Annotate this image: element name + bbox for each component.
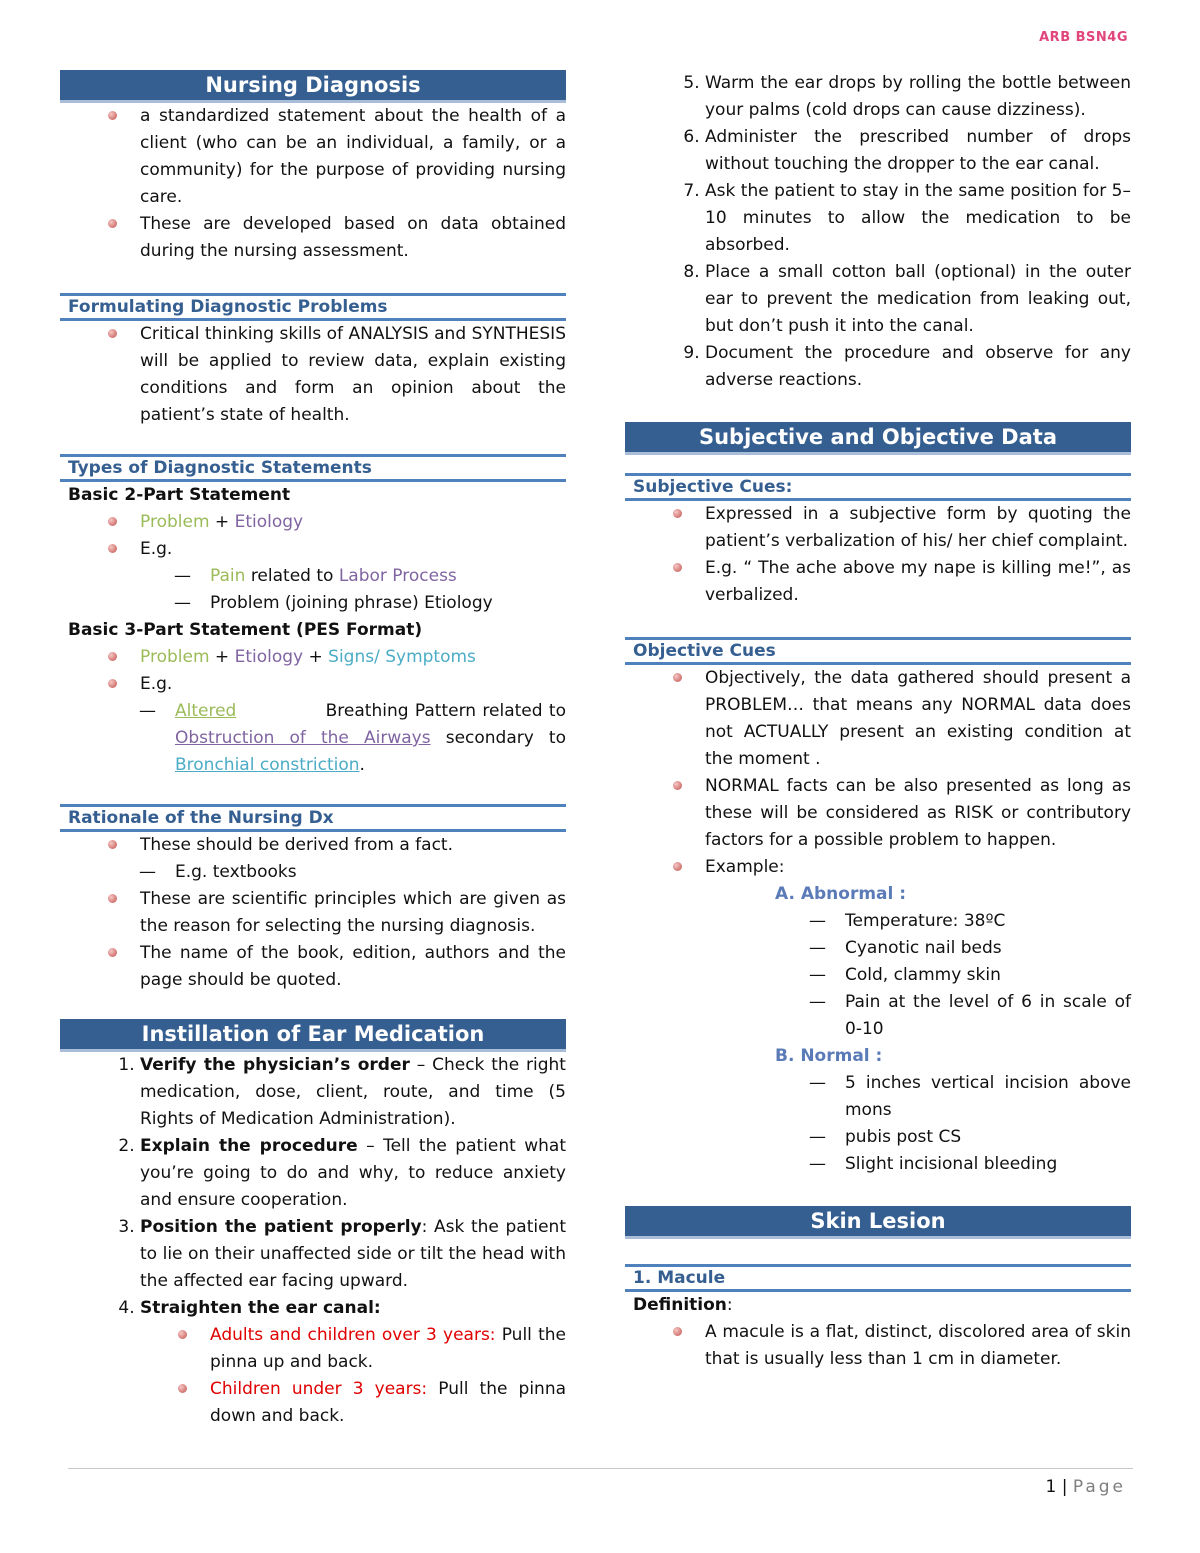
instillation-steps-continued bbox=[625, 70, 1131, 394]
rationale-heading: Rationale of the Nursing Dx bbox=[60, 804, 566, 832]
list-item: a standardized statement about the health of a client (who can be an individual, a family, or a community) for the purpose of providing nursing care. bbox=[140, 103, 566, 211]
list-item: Objectively, the data gathered should present a PROBLEM… that means any NORMAL data does not ACTUALLY present an existing condition at the moment . bbox=[705, 665, 1131, 773]
subjective-heading: Subjective Cues: bbox=[625, 473, 1131, 501]
step-text: Pull the pinna up and back. bbox=[210, 1325, 566, 1372]
list-item: — Slight incisional bleeding bbox=[845, 1151, 1131, 1178]
list-item: 6. Administer the prescribed number of drops without touching the dropper to the ear canal. bbox=[705, 124, 1131, 178]
page-footer bbox=[1045, 1477, 1126, 1497]
list-item: E.g. “ The ache above my nape is killing me!”, as verbalized. bbox=[705, 555, 1131, 609]
rationale-sublist bbox=[60, 859, 566, 886]
plus-sign: + bbox=[308, 647, 323, 667]
list-item: These are scientific principles which are given as the reason for selecting the nursing diagnosis. bbox=[140, 886, 566, 940]
nursing-diagnosis-banner: Nursing Diagnosis bbox=[60, 70, 566, 103]
header-tag: ARB BSN4G bbox=[1039, 30, 1128, 45]
list-item: Example: bbox=[705, 854, 1131, 881]
straighten-list bbox=[60, 1322, 566, 1430]
list-item bbox=[175, 698, 566, 779]
list-item: Critical thinking skills of ANALYSIS and SYNTHESIS will be applied to review data, explain existing conditions and form an opinion about the patient’s state of health. bbox=[140, 321, 566, 429]
problem-term: Problem bbox=[140, 647, 210, 667]
example-mid: Breathing Pattern related to bbox=[325, 701, 566, 721]
list-item bbox=[140, 1214, 566, 1295]
step-text: Pull the pinna down and back. bbox=[210, 1379, 567, 1426]
formulating-heading: Formulating Diagnostic Problems bbox=[60, 293, 566, 321]
example-secondary: secondary to bbox=[445, 728, 566, 748]
objective-heading: Objective Cues bbox=[625, 637, 1131, 665]
list-item: E.g. bbox=[140, 536, 566, 563]
list-item: 5. Warm the ear drops by rolling the bottle between your palms (cold drops can cause dizziness). bbox=[705, 70, 1131, 124]
right-column bbox=[625, 70, 1131, 1373]
step-text: – Tell the patient what you’re going to do and why, to reduce anxiety and ensure cooperation. bbox=[140, 1136, 566, 1210]
list-item bbox=[140, 509, 566, 536]
two-part-list bbox=[60, 509, 566, 563]
formulating-list bbox=[60, 321, 566, 429]
problem-term: Problem bbox=[140, 512, 210, 532]
instillation-banner: Instillation of Ear Medication bbox=[60, 1019, 566, 1052]
two-part-heading: Basic 2-Part Statement bbox=[68, 485, 291, 505]
age-group: Children under 3 years: bbox=[210, 1379, 428, 1399]
list-item: — Temperature: 38ºC bbox=[845, 908, 1131, 935]
step-title: Explain the procedure bbox=[140, 1136, 358, 1156]
instillation-steps bbox=[60, 1052, 566, 1322]
etiology-term: Etiology bbox=[234, 647, 304, 667]
rationale-list-2 bbox=[60, 886, 566, 994]
list-item: — Cold, clammy skin bbox=[845, 962, 1131, 989]
nursing-diagnosis-list bbox=[60, 103, 566, 265]
list-item bbox=[210, 1376, 566, 1430]
list-item: These should be derived from a fact. bbox=[140, 832, 566, 859]
definition-word: Definition bbox=[633, 1295, 727, 1315]
list-item: A macule is a flat, distinct, discolored area of skin that is usually less than 1 cm in diameter. bbox=[705, 1319, 1131, 1373]
normal-label: B. Normal : bbox=[775, 1046, 883, 1066]
step-text: : Ask the patient to lie on their unaffected side or tilt the head with the affected ear facing upward. bbox=[140, 1217, 566, 1291]
macule-heading: 1. Macule bbox=[625, 1264, 1131, 1292]
example-obstruction: Obstruction of the Airways bbox=[175, 728, 431, 748]
list-item: — Cyanotic nail beds bbox=[845, 935, 1131, 962]
list-item: 7. Ask the patient to stay in the same position for 5–10 minutes to allow the medication to be absorbed. bbox=[705, 178, 1131, 259]
page-number: 1 bbox=[1045, 1477, 1057, 1497]
abnormal-label: A. Abnormal : bbox=[775, 884, 907, 904]
subjective-list bbox=[625, 501, 1131, 609]
definition-colon: : bbox=[726, 1295, 733, 1315]
list-item: — Pain at the level of 6 in scale of 0-10 bbox=[845, 989, 1131, 1043]
list-item bbox=[140, 1133, 566, 1214]
types-heading: Types of Diagnostic Statements bbox=[60, 454, 566, 482]
list-item bbox=[140, 644, 566, 671]
example-bronchial: Bronchial constriction bbox=[175, 755, 360, 775]
signs-term: Signs/ Symptoms bbox=[328, 647, 476, 667]
step-title: Verify the physician’s order bbox=[140, 1055, 410, 1075]
list-item bbox=[140, 1052, 566, 1133]
two-part-examples bbox=[60, 563, 566, 617]
etiology-term: Etiology bbox=[234, 512, 304, 532]
list-item: — pubis post CS bbox=[845, 1124, 1131, 1151]
footer-divider bbox=[68, 1468, 1133, 1469]
list-item bbox=[210, 563, 566, 590]
list-item: 9. Document the procedure and observe for any adverse reactions. bbox=[705, 340, 1131, 394]
plus-sign: + bbox=[214, 647, 230, 667]
normal-list bbox=[625, 1070, 1131, 1178]
example-related: related to bbox=[250, 566, 334, 586]
plus-sign: + bbox=[214, 512, 230, 532]
example-altered: Altered bbox=[175, 701, 237, 721]
example-pain: Pain bbox=[210, 566, 246, 586]
macule-list bbox=[625, 1319, 1131, 1373]
definition-label bbox=[625, 1292, 1131, 1319]
list-item bbox=[210, 1322, 566, 1376]
subj-obj-banner: Subjective and Objective Data bbox=[625, 422, 1131, 455]
skin-lesion-banner: Skin Lesion bbox=[625, 1206, 1131, 1239]
three-part-heading: Basic 3-Part Statement (PES Format) bbox=[68, 620, 423, 640]
list-item: The name of the book, edition, authors and the page should be quoted. bbox=[140, 940, 566, 994]
footer-separator: | bbox=[1056, 1477, 1073, 1497]
step-title: Position the patient properly bbox=[140, 1217, 422, 1237]
age-group: Adults and children over 3 years: bbox=[210, 1325, 496, 1345]
list-item: — E.g. textbooks bbox=[175, 859, 566, 886]
list-item: NORMAL facts can be also presented as long as these will be considered as RISK or contributory factors for a possible problem to happen. bbox=[705, 773, 1131, 854]
left-column bbox=[60, 70, 566, 1430]
list-item bbox=[140, 1295, 566, 1322]
step-title: Straighten the ear canal: bbox=[140, 1298, 381, 1318]
list-item: 8. Place a small cotton ball (optional) in the outer ear to prevent the medication from leaking out, but don’t push it into the canal. bbox=[705, 259, 1131, 340]
example-period: . bbox=[359, 755, 365, 775]
three-part-example bbox=[60, 698, 566, 779]
list-item: These are developed based on data obtained during the nursing assessment. bbox=[140, 211, 566, 265]
list-item: Expressed in a subjective form by quoting the patient’s verbalization of his/ her chief complaint. bbox=[705, 501, 1131, 555]
list-item: — 5 inches vertical incision above mons bbox=[845, 1070, 1131, 1124]
step-text: – Check the right medication, dose, client, route, and time (5 Rights of Medication Administration). bbox=[140, 1055, 566, 1129]
list-item: E.g. bbox=[140, 671, 566, 698]
rationale-list-1 bbox=[60, 832, 566, 859]
page-word: Page bbox=[1072, 1477, 1126, 1497]
example-labor: Labor Process bbox=[338, 566, 457, 586]
abnormal-list bbox=[625, 908, 1131, 1043]
objective-list bbox=[625, 665, 1131, 881]
three-part-list bbox=[60, 644, 566, 698]
list-item: — Problem (joining phrase) Etiology bbox=[210, 590, 566, 617]
